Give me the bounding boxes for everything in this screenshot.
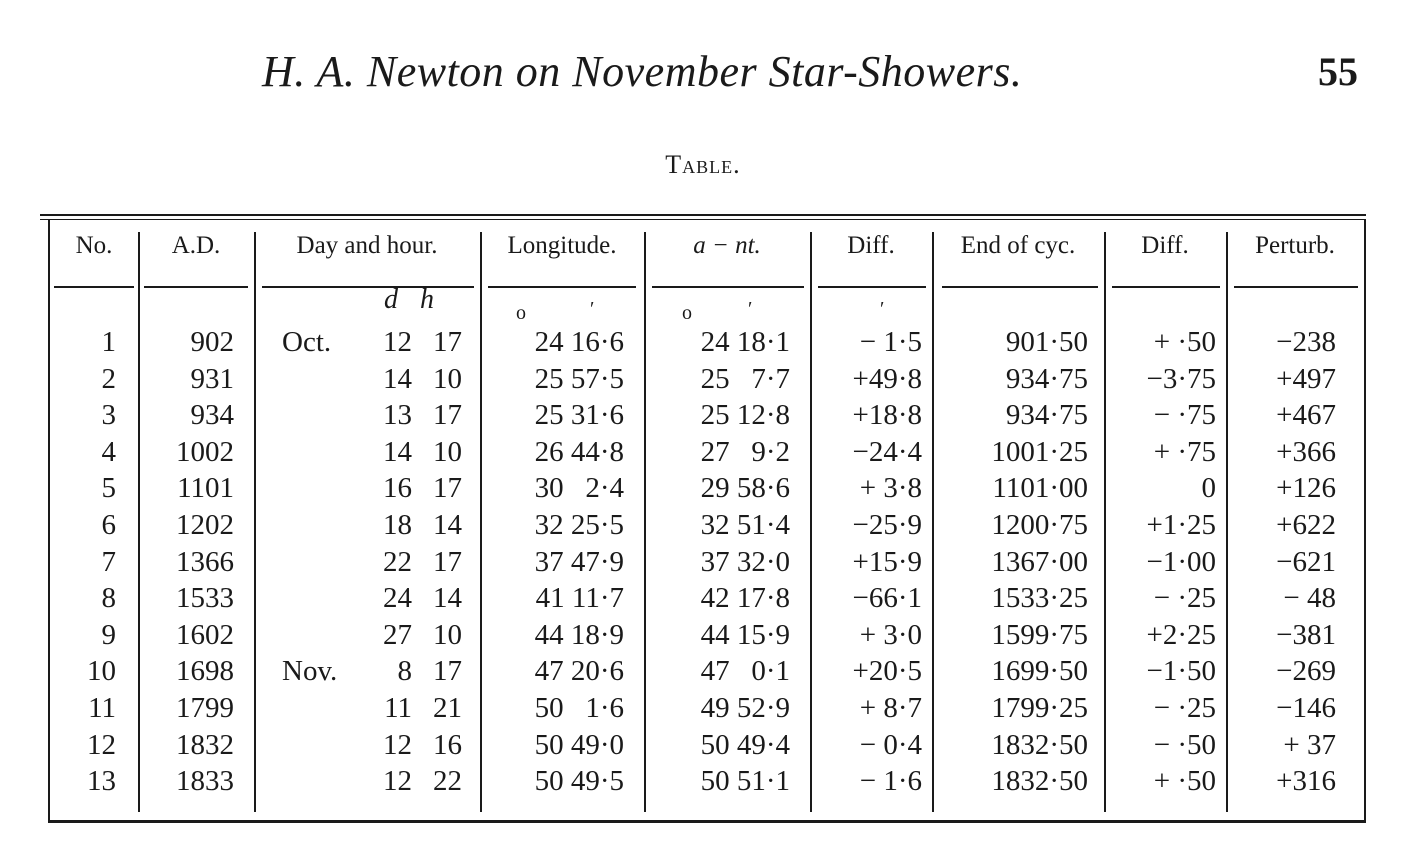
cell-no: 13 (87, 765, 116, 798)
cell-pert: +366 (1276, 435, 1336, 468)
unit-minute-longitude: ′ (590, 298, 595, 320)
cell-diff2: + ·50 (1153, 326, 1216, 358)
cell-diff2: + ·50 (1153, 765, 1216, 798)
cell-end: 934·75 (1005, 399, 1088, 432)
table-row (0, 363, 1406, 399)
cell-end: 1367·00 (991, 545, 1088, 578)
cell-day: 18 (383, 509, 412, 541)
cell-end: 1001·25 (991, 435, 1088, 468)
cell-diff: − 0·4 (859, 728, 922, 761)
cell-diff: + 3·0 (859, 618, 922, 651)
cell-diff2: +2·25 (1146, 618, 1216, 651)
cell-ad: 1533 (176, 582, 234, 615)
cell-diff: + 8·7 (859, 692, 922, 724)
cell-diff: +15·9 (852, 545, 922, 578)
cell-hour: 17 (433, 399, 462, 432)
cell-diff2: − ·75 (1153, 399, 1216, 432)
cell-diff2: − ·50 (1153, 728, 1216, 761)
cell-end: 901·50 (1005, 326, 1088, 358)
cell-ad: 1101 (177, 472, 234, 505)
table-row (0, 692, 1406, 728)
cell-no: 12 (87, 728, 116, 761)
cell-day: 12 (383, 765, 412, 798)
header-ad: A.D. (171, 232, 221, 259)
cell-ant: 50 51·1 (700, 765, 790, 798)
cell-diff2: +1·25 (1146, 509, 1216, 541)
cell-ant: 25 7·7 (700, 362, 790, 395)
cell-hour: 17 (433, 545, 462, 578)
table-row (0, 399, 1406, 435)
cell-month: Oct. (282, 326, 332, 358)
running-head: H. A. Newton on November Star-Showers. (262, 47, 1023, 96)
cell-month: Nov. (282, 655, 338, 688)
unit-degree-ant: o (682, 302, 692, 324)
cell-diff2: −1·00 (1146, 545, 1216, 578)
header-underline (1112, 286, 1220, 288)
cell-pert: +126 (1276, 472, 1336, 505)
header-underline (818, 286, 926, 288)
cell-pert: −621 (1276, 545, 1336, 578)
cell-day: 14 (383, 362, 412, 395)
cell-hour: 10 (433, 435, 462, 468)
cell-no: 1 (101, 326, 116, 358)
cell-ant: 29 58·6 (700, 472, 790, 505)
cell-no: 5 (101, 472, 116, 505)
cell-diff2: − ·25 (1153, 582, 1216, 615)
cell-hour: 14 (433, 582, 462, 615)
cell-end: 1533·25 (991, 582, 1088, 615)
cell-end: 1832·50 (991, 765, 1088, 798)
cell-diff: +49·8 (852, 362, 922, 395)
cell-diff: −25·9 (852, 509, 922, 541)
cell-no: 7 (101, 545, 116, 578)
cell-hour: 14 (433, 509, 462, 541)
cell-pert: −238 (1276, 326, 1336, 358)
cell-lon: 30 2·4 (534, 472, 624, 505)
cell-end: 1699·50 (991, 655, 1088, 688)
cell-no: 9 (101, 618, 116, 651)
header-underline (1234, 286, 1358, 288)
cell-ad: 1002 (176, 435, 234, 468)
table-row (0, 655, 1406, 691)
cell-hour: 17 (433, 472, 462, 505)
cell-ad: 1832 (176, 728, 234, 761)
table-row (0, 729, 1406, 765)
cell-diff2: −3·75 (1146, 362, 1216, 395)
cell-no: 11 (88, 692, 116, 724)
cell-diff: − 1·5 (859, 326, 922, 358)
page-number: 55 (1318, 49, 1358, 94)
header-underline (652, 286, 804, 288)
cell-day: 27 (383, 618, 412, 651)
header-longitude: Longitude. (507, 232, 617, 259)
cell-lon: 44 18·9 (534, 618, 624, 651)
cell-hour: 22 (433, 765, 462, 798)
cell-end: 1799·25 (991, 692, 1088, 724)
table-row (0, 509, 1406, 545)
cell-hour: 10 (433, 618, 462, 651)
cell-ad: 1833 (176, 765, 234, 798)
cell-ad: 1202 (176, 509, 234, 541)
header-end-of-cycle: End of cyc. (960, 232, 1076, 259)
cell-ant: 27 9·2 (700, 435, 790, 468)
cell-ant: 24 18·1 (700, 326, 790, 358)
unit-day: d (384, 284, 398, 315)
cell-hour: 17 (433, 655, 462, 688)
cell-day: 13 (383, 399, 412, 432)
table-row (0, 436, 1406, 472)
header-diff-2: Diff. (1141, 232, 1189, 259)
table-row (0, 326, 1406, 362)
cell-end: 1200·75 (991, 509, 1088, 541)
cell-day: 11 (384, 692, 412, 724)
cell-day: 12 (383, 326, 412, 358)
cell-ad: 934 (190, 399, 234, 432)
cell-pert: −146 (1276, 692, 1336, 724)
table-top-rule (40, 214, 1366, 216)
cell-pert: −381 (1276, 618, 1336, 651)
cell-lon: 37 47·9 (534, 545, 624, 578)
cell-day: 8 (397, 655, 412, 688)
cell-lon: 32 25·5 (534, 509, 624, 541)
cell-pert: +316 (1276, 765, 1336, 798)
unit-minute-diff: ′ (880, 298, 885, 320)
cell-pert: +497 (1276, 362, 1336, 395)
cell-no: 8 (101, 582, 116, 615)
cell-diff: −24·4 (852, 435, 922, 468)
cell-diff: −66·1 (852, 582, 922, 615)
cell-ad: 902 (190, 326, 234, 358)
cell-pert: − 48 (1283, 582, 1336, 615)
cell-lon: 41 11·7 (535, 582, 624, 615)
cell-end: 1101·00 (992, 472, 1088, 505)
cell-pert: +467 (1276, 399, 1336, 432)
header-no: No. (75, 232, 113, 259)
cell-no: 2 (101, 362, 116, 395)
cell-end: 934·75 (1005, 362, 1088, 395)
header-underline (144, 286, 248, 288)
cell-diff2: + ·75 (1153, 435, 1216, 468)
table-row (0, 765, 1406, 801)
cell-lon: 26 44·8 (534, 435, 624, 468)
table-row (0, 582, 1406, 618)
cell-end: 1599·75 (991, 618, 1088, 651)
cell-day: 12 (383, 728, 412, 761)
cell-hour: 16 (433, 728, 462, 761)
table-row (0, 546, 1406, 582)
table-bottom-rule (48, 820, 1366, 823)
header-underline (54, 286, 134, 288)
cell-lon: 47 20·6 (534, 655, 624, 688)
cell-pert: + 37 (1283, 728, 1336, 761)
table-top-rule-inner (40, 219, 1366, 220)
cell-lon: 25 57·5 (534, 362, 624, 395)
cell-lon: 50 49·5 (534, 765, 624, 798)
cell-no: 10 (87, 655, 116, 688)
cell-no: 3 (101, 399, 116, 432)
cell-no: 4 (101, 435, 116, 468)
cell-ad: 1698 (176, 655, 234, 688)
cell-end: 1832·50 (991, 728, 1088, 761)
cell-day: 22 (383, 545, 412, 578)
cell-ad: 1799 (176, 692, 234, 724)
cell-hour: 17 (433, 326, 462, 358)
cell-lon: 50 49·0 (534, 728, 624, 761)
cell-ant: 37 32·0 (700, 545, 790, 578)
cell-day: 24 (383, 582, 412, 615)
cell-day: 16 (383, 472, 412, 505)
cell-hour: 10 (433, 362, 462, 395)
table-row (0, 472, 1406, 508)
cell-no: 6 (101, 509, 116, 541)
header-underline (488, 286, 636, 288)
cell-pert: +622 (1276, 509, 1336, 541)
cell-diff: − 1·6 (859, 765, 922, 798)
cell-ant: 44 15·9 (700, 618, 790, 651)
cell-lon: 50 1·6 (534, 692, 624, 724)
header-diff: Diff. (847, 232, 895, 259)
cell-ad: 1602 (176, 618, 234, 651)
cell-lon: 24 16·6 (534, 326, 624, 358)
cell-ant: 47 0·1 (700, 655, 790, 688)
unit-degree-longitude: o (516, 302, 526, 324)
header-underline (942, 286, 1098, 288)
unit-minute-ant: ′ (748, 298, 753, 320)
cell-hour: 21 (433, 692, 462, 724)
cell-ant: 42 17·8 (700, 582, 790, 615)
cell-diff2: −1·50 (1146, 655, 1216, 688)
unit-hour: h (420, 284, 434, 315)
cell-ant: 50 49·4 (700, 728, 790, 761)
cell-ad: 931 (190, 362, 234, 395)
cell-pert: −269 (1276, 655, 1336, 688)
header-underline (262, 286, 474, 288)
cell-diff2: − ·25 (1153, 692, 1216, 724)
cell-ant: 32 51·4 (700, 509, 790, 541)
cell-ant: 25 12·8 (700, 399, 790, 432)
cell-diff: +20·5 (852, 655, 922, 688)
cell-ant: 49 52·9 (700, 692, 790, 724)
header-perturbation: Perturb. (1255, 232, 1335, 259)
cell-ad: 1366 (176, 545, 234, 578)
table-caption: Table. (665, 150, 741, 179)
cell-diff: + 3·8 (859, 472, 922, 505)
header-a-nt: a − nt. (693, 232, 761, 259)
cell-day: 14 (383, 435, 412, 468)
table-row (0, 619, 1406, 655)
cell-diff2: 0 (1201, 472, 1216, 505)
header-day-hour: Day and hour. (296, 232, 438, 259)
cell-diff: +18·8 (852, 399, 922, 432)
cell-lon: 25 31·6 (534, 399, 624, 432)
